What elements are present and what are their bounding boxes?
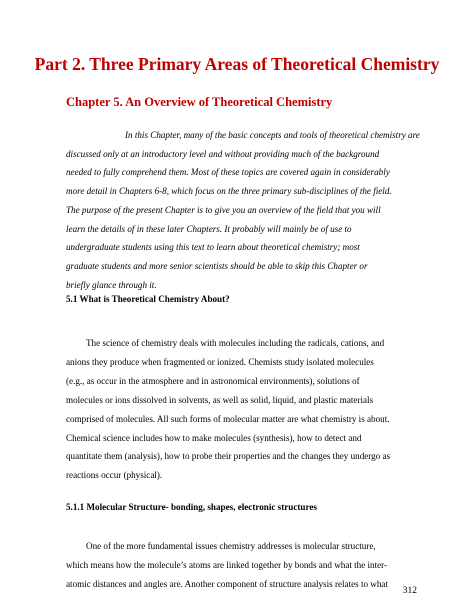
intro-line: undergraduate students using this text to learn about theoretical chemistry; most	[66, 242, 360, 253]
intro-line: learn the details of in these later Chapters. It probably will mainly be of use to	[66, 223, 352, 234]
body-line: (e.g., as occur in the atmosphere and in astronomical environments), solutions of	[66, 375, 360, 386]
body-line: atomic distances and angles are. Another component of structure analysis relates to what	[66, 578, 388, 589]
body-line: molecules or ions dissolved in solvents, as well as solid, liquid, and plastic materials	[66, 394, 374, 405]
body-line: reactions occur (physical).	[66, 470, 163, 481]
section-heading-5-1: 5.1 What is Theoretical Chemistry About?	[66, 294, 230, 304]
body-line: anions they produce when fragmented or ionized. Chemists study isolated molecules	[66, 356, 374, 367]
intro-line: needed to fully comprehend them. Most of these topics are covered again in considerably	[66, 167, 390, 178]
section-5-1-paragraph	[66, 334, 416, 485]
intro-line: graduate students and more senior scientists should be able to skip this Chapter or	[66, 260, 368, 271]
chapter-title: Chapter 5. An Overview of Theoretical Chemistry	[66, 95, 333, 109]
body-line: comprised of molecules. All such forms of molecular matter are what chemistry is about.	[66, 413, 390, 424]
section-heading-5-1-1: 5.1.1 Molecular Structure- bonding, shapes, electronic structures	[66, 502, 317, 512]
body-line: quantitate them (analysis), how to probe their properties and the changes they undergo as	[66, 451, 391, 462]
part-title: Part 2. Three Primary Areas of Theoretical Chemistry	[34, 54, 440, 74]
body-line: Chemical science includes how to make molecules (synthesis), how to detect and	[66, 432, 362, 443]
intro-line: In this Chapter, many of the basic concepts and tools of theoretical chemistry are	[125, 130, 420, 140]
intro-line: The purpose of the present Chapter is to give you an overview of the field that you will	[66, 204, 381, 215]
body-line: The science of chemistry deals with molecules including the radicals, cations, and	[86, 338, 385, 348]
body-line: which means how the molecule’s atoms are linked together by bonds and what the inter-	[66, 559, 388, 570]
intro-line: more detail in Chapters 6-8, which focus on the three primary sub-disciplines of the field.	[66, 186, 392, 197]
intro-paragraph	[66, 126, 420, 294]
intro-line: briefly glance through it.	[66, 279, 157, 290]
intro-line: discussed only at an introductory level and without providing much of the background	[66, 148, 380, 159]
page-number: 312	[402, 586, 417, 596]
body-line: One of the more fundamental issues chemistry addresses is molecular structure,	[86, 541, 376, 551]
section-5-1-1-paragraph	[66, 537, 416, 594]
